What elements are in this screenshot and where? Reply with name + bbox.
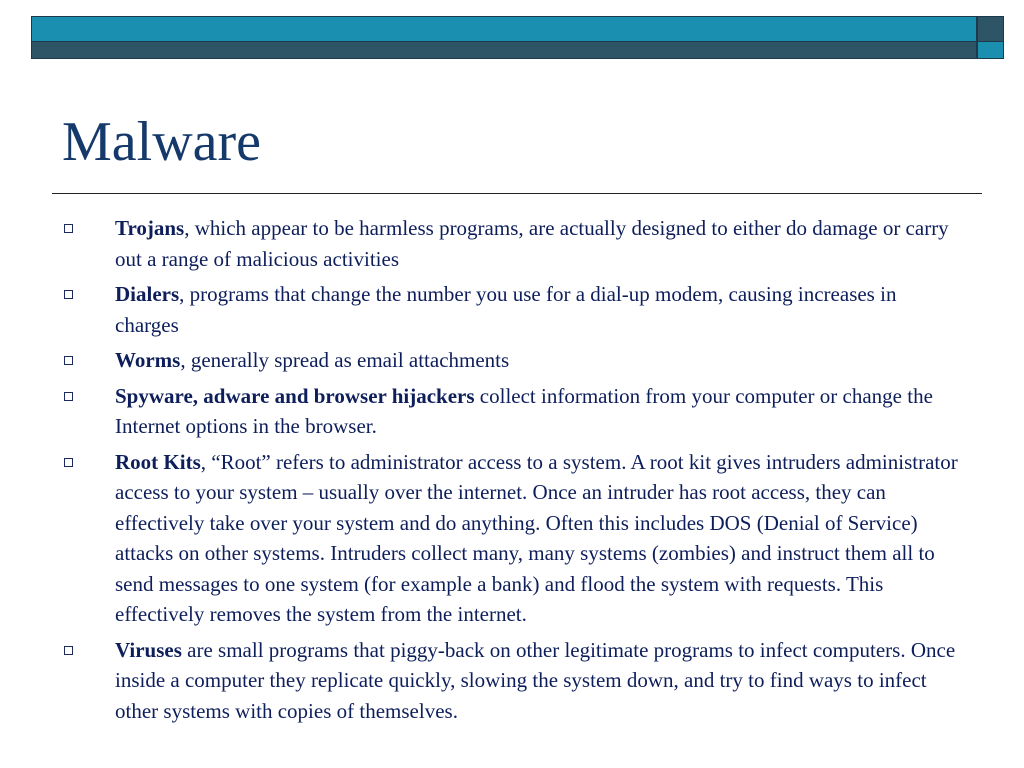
slide-title: Malware xyxy=(62,111,262,173)
square-bullet-icon xyxy=(64,356,73,365)
bullet-text: collect information from your computer or change the Internet options in the browser. xyxy=(115,383,933,438)
bullet-text: , “Root” refers to administrator access to a system. A root kit gives intruders administrator access to your system – usually over the internet. Once an intruder has root access, they can effectively take over your system and do anything. Often this includes DOS (Denial of Service) attacks on other systems. Intruders collect many, many systems (zombies) and instruct them all to send messages to one system (for example a bank) and flood the system with requests. This effectively removes the system from the internet. xyxy=(115,449,958,626)
bullet-term: Viruses xyxy=(115,637,182,662)
bullet-list xyxy=(64,213,964,731)
bullet-term: Dialers xyxy=(115,282,180,306)
bullet-term: Trojans xyxy=(115,216,185,240)
bullet-text: , programs that change the number you use for a dial-up modem, causing increases in charges xyxy=(115,282,897,337)
header-bar-lower xyxy=(31,41,977,59)
bullet-item-dialers xyxy=(64,279,964,340)
header-bar-upper xyxy=(31,16,977,42)
bullet-term: Worms xyxy=(115,348,181,372)
corner-square-upper xyxy=(977,16,1004,42)
bullet-item-spyware xyxy=(64,381,964,442)
bullet-item-root-kits xyxy=(64,447,964,630)
bullet-item-viruses xyxy=(64,635,964,727)
bullet-text: , which appear to be harmless programs, are actually designed to either do damage or carry out a range of malicious activities xyxy=(115,216,949,271)
square-bullet-icon xyxy=(64,224,73,233)
square-bullet-icon xyxy=(64,458,73,467)
bullet-item-trojans xyxy=(64,213,964,274)
square-bullet-icon xyxy=(64,646,73,655)
bullet-item-worms xyxy=(64,345,964,376)
bullet-text: are small programs that piggy-back on other legitimate programs to infect computers. Once inside a computer they replicate quickly, slowing the system down, and try to find ways to infect other systems with copies of themselves. xyxy=(115,637,956,723)
bullet-term: Spyware, adware and browser hijackers xyxy=(115,383,475,408)
title-divider xyxy=(52,193,982,194)
corner-square-lower xyxy=(977,41,1004,59)
square-bullet-icon xyxy=(64,290,73,299)
square-bullet-icon xyxy=(64,392,73,401)
bullet-term: Root Kits xyxy=(115,449,201,474)
bullet-text: , generally spread as email attachments xyxy=(180,348,510,372)
